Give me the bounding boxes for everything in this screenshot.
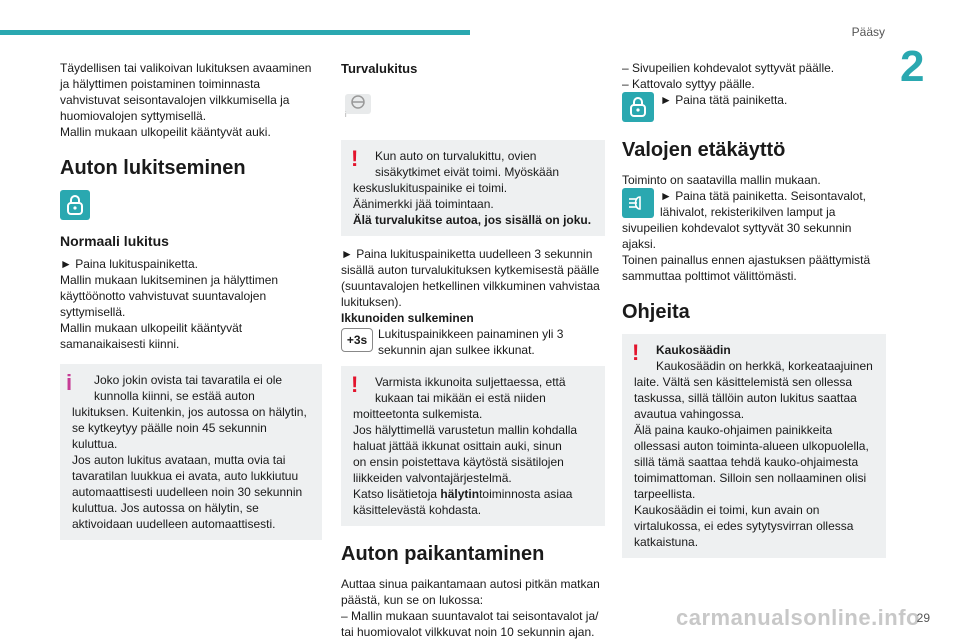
press-button-row: [622, 92, 886, 122]
text-line: Toinen painallus ennen ajastuksen päättymistä: [622, 253, 871, 267]
warning-box-windows: [341, 366, 605, 526]
text-line: käsittelevästä kohdasta.: [353, 503, 482, 517]
text-line: Mallin mukaan ulkopeilit kääntyvät: [60, 321, 243, 335]
text-line: aktivoidaan uudelleen automaattisesti.: [72, 517, 276, 531]
text-line: sisällä auton turvalukituksen kytkemisestä päälle: [341, 263, 600, 277]
list-item: – Sivupeilien kohdevalot syttyvät päälle.: [622, 61, 835, 75]
text-line: sisäkytkimet eivät toimi. Myöskään: [375, 165, 560, 179]
text-line: Toiminto on saatavilla mallin mukaan.: [622, 173, 821, 187]
plus-3s-icon: +3s: [341, 328, 373, 352]
unlock-icon: [622, 92, 654, 122]
text-line: – Mallin mukaan suuntavalot tai seisontavalot ja/: [341, 609, 599, 623]
text-line: tavaratilan luukkua ei avata, auto lukkiutuu: [72, 469, 299, 483]
warning-emphasis: Älä turvalukitse autoa, jos sisällä on joku.: [353, 213, 592, 227]
text-line: sivupeilien kohdevalot syttyvät 30 sekunnin: [622, 221, 852, 235]
text-line: Kun auto on turvalukittu, ovien: [375, 149, 537, 163]
text-line: Älä paina kauko-ohjaimen painikkeita: [634, 423, 833, 437]
text-fragment: toiminnosta asiaa: [479, 487, 573, 501]
heading-locking: Auton lukitseminen: [60, 157, 246, 179]
text-line: ajaksi.: [622, 237, 657, 251]
text-fragment: Katso lisätietoja: [353, 487, 441, 501]
subheading-window-close: Ikkunoiden sulkeminen: [341, 311, 474, 325]
text-line: toimimattoman. Silloin sen nollaaminen olisi: [634, 471, 867, 485]
intro-paragraph: [60, 60, 322, 140]
text-line: kukaan tai mikään ei estä niiden: [375, 391, 546, 405]
body-normal-lock: [60, 256, 322, 352]
list-item: – Kattovalo syttyy päälle.: [622, 77, 755, 91]
text-line: avautua vahingossa.: [634, 407, 745, 421]
text-line: on ensin poistettava käytöstä sisätilojen: [353, 455, 564, 469]
text-line: kuluttua. Jos autossa on hälytin, se: [72, 501, 259, 515]
column-3: [622, 60, 886, 568]
text-line: vahvistuvat seisontavalojen vilkkumisella ja: [60, 93, 290, 107]
text-line: lukituksen. Kuitenkin, jos autossa on hälytin,: [72, 405, 307, 419]
heading-deadlock: Turvalukitus: [341, 61, 418, 76]
text-line: katkaistuna.: [634, 535, 699, 549]
text-line: Kaukosäädin on herkkä, korkeataajuinen: [656, 359, 873, 373]
text-line: Täydellisen tai valikoivan lukituksen avaaminen: [60, 61, 312, 75]
svg-text:i: i: [345, 112, 347, 118]
text-line: se kytkeytyy päälle noin 45 sekunnin kuluttua.: [72, 421, 267, 451]
text-line: Joko jokin ovista tai tavaratila ei ole: [94, 373, 283, 387]
info-box: [60, 364, 322, 540]
text-line: Mallin mukaan ulkopeilit kääntyvät auki.: [60, 125, 271, 139]
text-line: laite. Vältä sen käsittelemistä sen ollessa: [634, 375, 853, 389]
headlight-icon: [622, 188, 654, 218]
section-title: Pääsy: [851, 25, 885, 39]
text-line: tarpeellista.: [634, 487, 696, 501]
text-line: Kaukosäädin ei toimi, kun avain on: [634, 503, 820, 517]
text-line: huomiovalojen syttymisellä.: [60, 109, 207, 123]
text-line: päästä, kun se on lukossa:: [341, 593, 484, 607]
text-line: ja hälyttimen poistaminen toiminnasta: [60, 77, 261, 91]
body-locate-car: [341, 576, 605, 640]
text-line: ► Paina tätä painiketta.: [660, 93, 788, 107]
body-deadlock: [341, 246, 605, 326]
steering-wheel-icon: [341, 92, 375, 118]
text-line: Jos hälyttimellä varustetun mallin kohdalla: [353, 423, 578, 437]
text-line: tai huomiovalot vilkkuvat noin 10 sekunnin ajan.: [341, 625, 595, 639]
text-line: virtalukossa, ei edes sytytysvirran ollessa: [634, 519, 854, 533]
lights-button-row: [622, 188, 886, 220]
warning-icon: !: [351, 372, 359, 397]
text-line: ollessasi auton toiminta-alueen ulkopuolella,: [634, 439, 869, 453]
text-line: sillä tämä saattaa tehdä kauko-ohjaimesta: [634, 455, 859, 469]
chapter-number: 2: [900, 42, 925, 91]
text-line: taskussa, sillä tällöin auton lukitus saattaa: [634, 391, 857, 405]
warning-title: Kaukosäädin: [656, 343, 731, 357]
warning-box-remote: [622, 334, 886, 558]
text-line: Lukituspainikkeen painaminen yli 3: [378, 327, 564, 341]
header-accent-bar: [0, 30, 470, 35]
lock-icon: [60, 190, 90, 220]
text-line: (suuntavalojen hetkellinen vilkkuminen vahvistaa: [341, 279, 600, 293]
text-line: lähivalot, rekisterikilven lamput ja: [660, 205, 836, 219]
text-line: käyttöönotto vahvistuvat suuntavalojen: [60, 289, 267, 303]
text-line: Jos auton lukitus avataan, mutta ovia tai: [72, 453, 286, 467]
warning-icon: !: [632, 340, 640, 365]
text-line: moitteetonta sulkemista.: [353, 407, 483, 421]
heading-remote-lights: Valojen etäkäyttö: [622, 139, 786, 161]
heading-locate-car: Auton paikantaminen: [341, 543, 545, 565]
text-line: lukituksen).: [341, 295, 402, 309]
heading-advice: Ohjeita: [622, 301, 690, 323]
text-line: keskuslukituspainike ei toimi.: [353, 181, 508, 195]
text-line: syttymisellä.: [60, 305, 126, 319]
text-line: kunnolla kiinni, se estää auton: [94, 389, 255, 403]
text-line: liikkeiden valvontajärjestelmä.: [353, 471, 512, 485]
subheading-normal-lock: Normaali lukitus: [60, 233, 169, 249]
warning-icon: !: [351, 146, 359, 171]
text-line: sammuttaa polttimot välittömästi.: [622, 269, 797, 283]
text-line: Äänimerkki jää toimintaan.: [353, 197, 494, 211]
text-line: samanaikaisesti kiinni.: [60, 337, 180, 351]
text-line: ► Paina tätä painiketta. Seisontavalot,: [660, 189, 867, 203]
body-remote-lights: [622, 220, 886, 284]
page-number: 29: [916, 611, 930, 625]
column-2: [341, 60, 605, 640]
text-line: Varmista ikkunoita suljettaessa, että: [375, 375, 566, 389]
window-close-row: [341, 326, 605, 358]
text-line: [353, 486, 597, 502]
warning-box-deadlock: [341, 140, 605, 236]
text-line: sekunnin ajan sulkee ikkunat.: [378, 343, 535, 357]
text-line: haluat jättää ikkunat osittain auki, sinun: [353, 439, 562, 453]
text-line: ► Paina lukituspainiketta uudelleen 3 sekunnin: [341, 247, 593, 261]
column-1: [60, 60, 322, 550]
text-emphasis: hälytin: [440, 487, 480, 501]
text-line: automaattisesti uudelleen noin 30 sekunnin: [72, 485, 303, 499]
text-line: Mallin mukaan lukitseminen ja hälyttimen: [60, 273, 279, 287]
text-line: ► Paina lukituspainiketta.: [60, 257, 198, 271]
info-icon: i: [66, 370, 73, 395]
watermark: carmanualsonline.info: [676, 605, 920, 630]
text-line: Auttaa sinua paikantamaan autosi pitkän matkan: [341, 577, 600, 591]
